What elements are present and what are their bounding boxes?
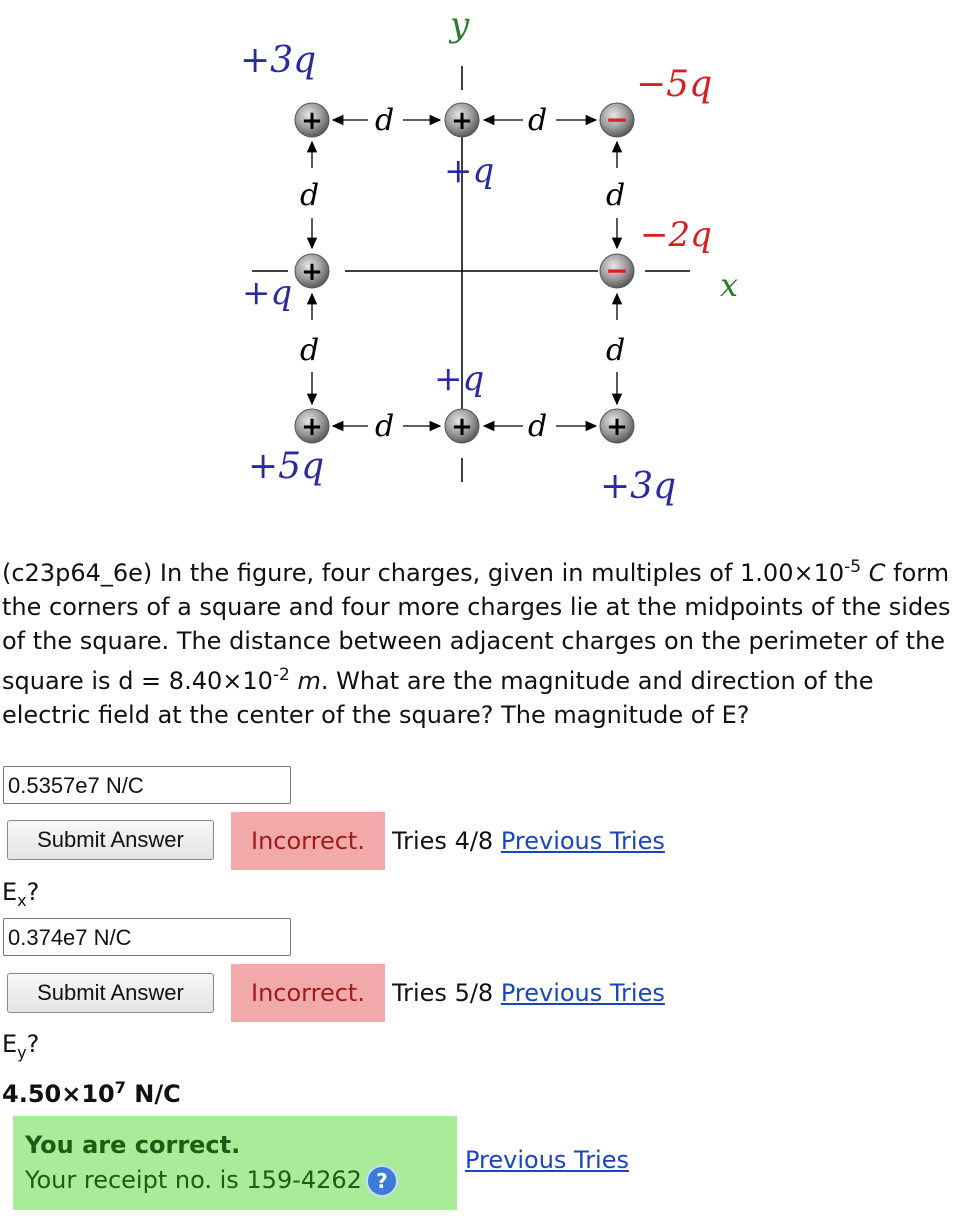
tries-status	[392, 812, 665, 870]
label-main: E	[2, 1030, 18, 1058]
charge-label-top-mid: +q	[444, 151, 495, 191]
receipt-text: Your receipt no. is 159-4262	[25, 1166, 362, 1194]
tries-count: Tries 4/8	[392, 827, 494, 855]
help-icon[interactable]: ?	[366, 1165, 398, 1197]
answer-unit: N/C	[125, 1080, 181, 1108]
previous-tries-link[interactable]: Previous Tries	[465, 1146, 629, 1174]
charge-label-top-left: +3q	[240, 40, 317, 81]
charge-top-left	[295, 103, 329, 137]
svg-text:−: −	[605, 254, 629, 287]
dist-label: d	[528, 409, 548, 444]
label-question-mark: ?	[26, 1030, 40, 1058]
charge-label-bottom-mid: +q	[434, 359, 485, 399]
svg-text:+: +	[451, 106, 473, 136]
charge-top-mid	[445, 103, 479, 137]
dist-label: d	[606, 333, 626, 368]
svg-text:−: −	[605, 103, 629, 136]
dist-label: d	[300, 178, 320, 213]
svg-text:+: +	[606, 412, 628, 442]
svg-text:+: +	[451, 412, 473, 442]
charge-right-mid	[600, 254, 634, 288]
unit: C	[868, 559, 886, 587]
ex-label	[2, 878, 39, 910]
charge-label-left-mid: +q	[242, 273, 293, 313]
y-axis-label: y	[450, 5, 470, 45]
label-question-mark: ?	[26, 878, 40, 906]
dist-label: d	[375, 103, 395, 138]
charge-bottom-right	[600, 409, 634, 443]
charge-label-top-right: −5q	[636, 64, 713, 105]
question-suffix: . What are the magnitude and direction of the electric field at the center of the square? The magnitude of E?	[2, 667, 874, 729]
incorrect-badge: Incorrect.	[231, 812, 385, 870]
charge-top-right	[600, 103, 634, 137]
label-main: E	[2, 878, 18, 906]
dist-label: d	[300, 333, 320, 368]
label-sub: x	[17, 890, 27, 910]
tries-count: Tries 5/8	[392, 979, 494, 1007]
correct-title: You are correct.	[25, 1131, 241, 1159]
incorrect-badge: Incorrect.	[231, 964, 385, 1022]
x-axis-label: x	[720, 266, 739, 304]
previous-tries-link[interactable]: Previous Tries	[500, 827, 665, 855]
answer-exponent: 7	[114, 1078, 126, 1097]
svg-text:+: +	[301, 412, 323, 442]
charge-label-bottom-right: +3q	[600, 466, 677, 507]
charge-bottom-mid	[445, 409, 479, 443]
previous-tries-link[interactable]: Previous Tries	[500, 979, 665, 1007]
question-middle: form the corners of a square and four more charges lie at the midpoints of the sides of the square. The distance between adjacent charges on the perimeter of the square is d = 8.40×10	[2, 559, 951, 695]
magnitude-answer-input[interactable]: 0.5357e7 N/C	[3, 766, 291, 804]
exponent: -5	[844, 557, 862, 577]
question-text	[2, 550, 962, 732]
exponent: -2	[272, 665, 290, 685]
charge-label-right-mid: −2q	[640, 215, 712, 255]
dist-label: d	[606, 178, 626, 213]
charge-label-bottom-left: +5q	[248, 446, 325, 487]
unit: m	[297, 667, 321, 695]
ex-answer-input[interactable]: 0.374e7 N/C	[3, 918, 291, 956]
charge-square-figure	[0, 0, 974, 530]
answer-base: 4.50×10	[2, 1080, 115, 1108]
ey-submitted-answer	[2, 1078, 181, 1108]
svg-text:+: +	[301, 106, 323, 136]
submit-answer-button[interactable]: Submit Answer	[7, 973, 214, 1013]
receipt-line	[25, 1162, 457, 1198]
question-prefix: (c23p64_6e) In the figure, four charges, given in multiples of 1.00×10	[2, 559, 845, 587]
submit-answer-button[interactable]: Submit Answer	[7, 820, 214, 860]
svg-text:+: +	[301, 257, 323, 287]
dist-label: d	[375, 409, 395, 444]
charge-bottom-left	[295, 409, 329, 443]
charge-left-mid	[295, 254, 329, 288]
tries-status	[392, 964, 665, 1022]
label-sub: y	[17, 1042, 27, 1062]
ey-label	[2, 1030, 39, 1062]
correct-feedback-box	[13, 1116, 457, 1210]
dist-label: d	[528, 103, 548, 138]
